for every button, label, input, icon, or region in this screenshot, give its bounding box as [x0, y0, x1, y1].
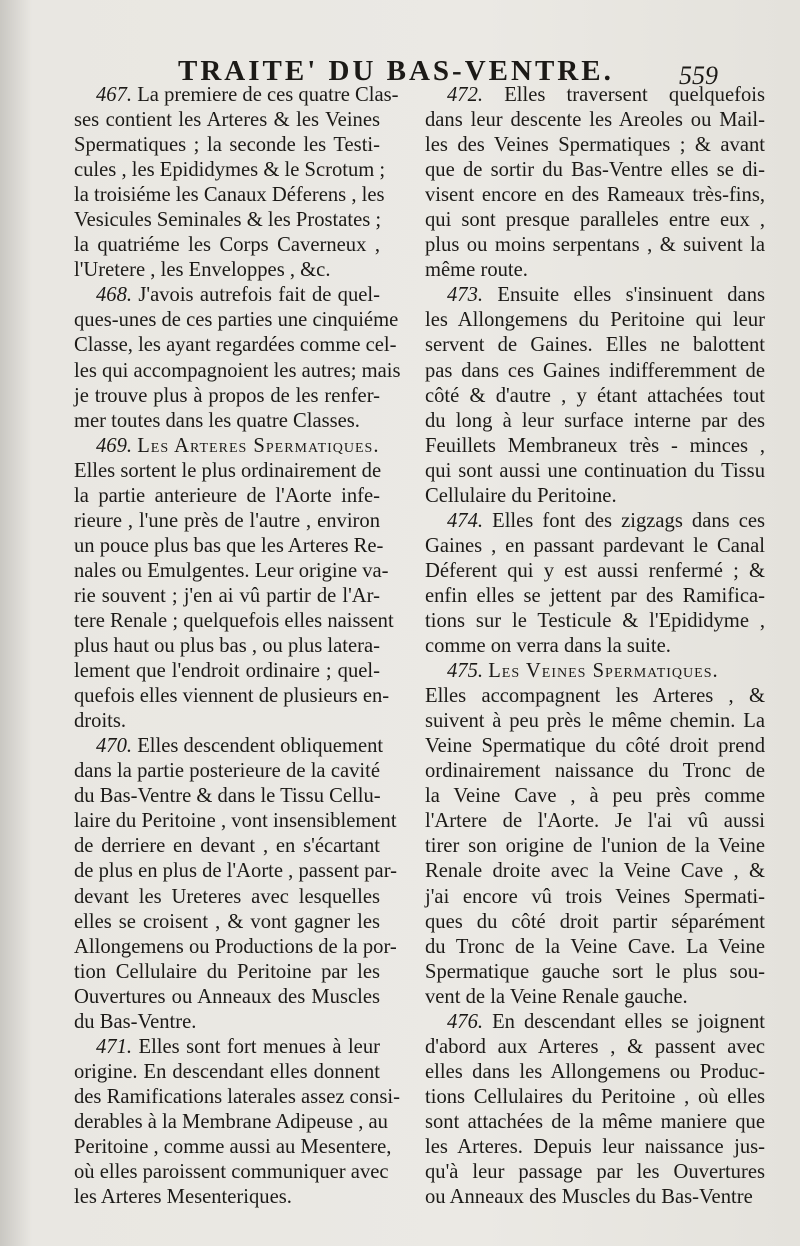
text-line: plus ou moins serpentans , & suivent la [425, 234, 765, 257]
paragraph-number: 476. [447, 1010, 484, 1033]
text-line [52, 734, 384, 759]
line-text: Elles traversent quelquefois [504, 84, 765, 106]
paragraph [52, 734, 397, 1035]
text-line: lement que l'endroit ordinaire ; quel- [74, 660, 380, 683]
text-line: les qui accompagnoient les autres; mais [74, 359, 401, 382]
text-line: Classe, les ayant regardées comme cel- [74, 334, 397, 357]
text-line: Déferent qui y est aussi renfermé ; & [425, 559, 765, 582]
text-line: visent encore en des Rameaux très-fins, [425, 184, 765, 207]
line-text: Elles descendent obliquement [137, 735, 384, 758]
paragraph-number: 471. [96, 1035, 133, 1058]
text-line: laire du Peritoine , vont insensiblement [74, 810, 397, 833]
text-line: Gaines , en passant pardevant le Canal [425, 534, 765, 557]
right-column [403, 83, 765, 1210]
text-line: des Ramifications laterales assez consi- [74, 1085, 400, 1108]
text-line: elles se croisent , & vont gagner les [74, 910, 380, 933]
text-line: droits. [74, 710, 127, 733]
line-text: Elles sont fort menues à leur [138, 1035, 380, 1058]
text-line: enfin elles se jettent par des Ramifica- [425, 584, 765, 607]
text-line: comme on verra dans la suite. [425, 635, 671, 658]
text-line: derables à la Membrane Adipeuse , au [74, 1110, 388, 1133]
text-line: pas dans ces Gaines indifferemment de [425, 359, 765, 382]
text-line: côté & d'autre , y étant attachées tout [425, 384, 765, 407]
text-line: Vesicules Seminales & les Prostates ; [74, 209, 382, 232]
text-line [52, 83, 399, 108]
paragraph-number: 468. [96, 284, 133, 307]
text-line: je trouve plus à propos de les renfer- [74, 384, 380, 407]
text-line: elles dans les Allongemens ou Produc- [425, 1060, 765, 1083]
paragraph [403, 283, 765, 508]
text-line [403, 83, 765, 108]
text-line: ordinairement naissance du Tronc de [425, 760, 765, 783]
text-line: ques-unes de ces parties une cinquiéme [74, 309, 399, 332]
section-heading: Les Arteres Spermatiques. [137, 434, 380, 457]
text-line: qui sont aussi une continuation du Tissu [425, 459, 765, 482]
paragraph-number: 467. [96, 84, 133, 106]
text-line [403, 1010, 765, 1035]
text-line: rie souvent ; j'en ai vû partir de l'Ar- [74, 584, 380, 607]
paragraph [52, 83, 399, 283]
text-line [52, 283, 380, 308]
text-line: Cellulaire du Peritoine. [425, 484, 617, 507]
line-text: En descendant elles se joignent [492, 1010, 765, 1033]
text-line: quefois elles viennent de plusieurs en- [74, 685, 390, 708]
text-line: la partie anterieure de l'Aorte infe- [74, 484, 380, 507]
paragraph-number: 472. [447, 84, 484, 106]
paragraph-number: 475. [447, 660, 484, 683]
text-line: la troisiéme les Canaux Déferens , les [74, 184, 385, 207]
text-line: origine. En descendant elles donnent [74, 1060, 380, 1083]
running-title: TRAITE' DU BAS-VENTRE. [178, 55, 614, 87]
text-line: rieure , l'une près de l'autre , environ [74, 509, 380, 532]
text-line: tions Cellulaires du Peritoine , où elles [425, 1085, 765, 1108]
text-line: j'ai encore vû trois Veines Spermati- [425, 885, 765, 908]
text-line: ques du côté droit partir séparément [425, 910, 765, 933]
text-line: nales ou Emulgentes. Leur origine va- [74, 559, 389, 582]
paragraph-number: 470. [96, 735, 133, 758]
text-line: Veine Spermatique du côté droit prend [425, 735, 765, 758]
text-line: tere Renale ; quelquefois elles naissent [74, 609, 394, 632]
paragraph [52, 283, 401, 433]
text-line: mer toutes dans les quatre Classes. [74, 409, 360, 432]
text-line: Spermatique gauche sort le plus sou- [425, 960, 765, 983]
text-line: ses contient les Arteres & les Veines [74, 109, 380, 132]
page-number: 559 [679, 61, 718, 90]
text-line: la quatriéme les Corps Caverneux , [74, 234, 380, 257]
text-line: même route. [425, 259, 528, 282]
left-column [52, 83, 401, 1210]
paragraph [52, 434, 394, 735]
text-line: Allongemens ou Productions de la por- [74, 935, 397, 958]
text-line: Peritoine , comme aussi au Mesentere, [74, 1135, 392, 1158]
text-line: du Bas-Ventre & dans le Tissu Cellu- [74, 785, 381, 808]
text-line: du Tronc de la Veine Cave. La Veine [425, 935, 765, 958]
text-line: du long à leur surface interne par des [425, 409, 765, 432]
text-line: suivent à peu près le même chemin. La [425, 710, 765, 733]
line-text: Elles font des zigzags dans ces [492, 509, 765, 532]
paragraph [403, 659, 765, 1010]
section-heading: Les Veines Spermatiques. [488, 660, 719, 683]
text-line: Spermatiques ; la seconde les Testi- [74, 134, 380, 157]
text-line: tions sur le Testicule & l'Epididyme , [425, 609, 765, 632]
line-text: J'avois autrefois fait de quel- [138, 284, 381, 307]
text-line: l'Uretere , les Enveloppes , &c. [74, 259, 331, 282]
text-line [403, 509, 765, 534]
text-line: tirer son origine de l'union de la Veine [425, 835, 765, 858]
line-text: Ensuite elles s'insinuent dans [497, 284, 766, 307]
text-line: les des Veines Spermatiques ; & avant [425, 134, 765, 157]
text-line: de plus en plus de l'Aorte , passent par- [74, 860, 397, 883]
line-text: La premiere de ces quatre Clas- [137, 84, 399, 106]
text-line [403, 659, 765, 684]
text-line: plus haut ou plus bas , ou plus latera- [74, 635, 381, 658]
paragraph-number: 474. [447, 509, 484, 532]
text-line: devant les Ureteres avec lesquelles [74, 885, 380, 908]
text-line [52, 1035, 380, 1060]
text-line: ou Anneaux des Muscles du Bas-Ventre [425, 1186, 753, 1209]
text-line: Feuillets Membraneux très - minces , [425, 434, 765, 457]
text-line: servent de Gaines. Elles ne balottent [425, 334, 765, 357]
text-line: sont attachées de la même maniere que [425, 1110, 765, 1133]
text-line: que de sortir du Bas-Ventre elles se di- [425, 159, 765, 182]
paragraph-number: 473. [447, 284, 484, 307]
text-line [52, 434, 380, 459]
text-line: dans leur descente les Areoles ou Mail- [425, 109, 765, 132]
paragraph [403, 83, 765, 283]
text-line: les Allongemens du Peritoine qui leur [425, 309, 765, 332]
text-line: où elles paroissent communiquer avec [74, 1161, 389, 1184]
text-line: Ouvertures ou Anneaux des Muscles [74, 985, 380, 1008]
text-line: dans la partie posterieure de la cavité [74, 760, 380, 783]
text-line: du Bas-Ventre. [74, 1010, 197, 1033]
text-line: un pouce plus bas que les Arteres Re- [74, 534, 384, 557]
text-line: les Arteres Mesenteriques. [74, 1186, 292, 1209]
text-line: cules , les Epididymes & le Scrotum ; [74, 159, 386, 182]
text-line: d'abord aux Arteres , & passent avec [425, 1035, 765, 1058]
text-line: Elles accompagnent les Arteres , & [425, 685, 765, 708]
text-line: la Veine Cave , à peu près comme [425, 785, 765, 808]
text-line: les Arteres. Depuis leur naissance jus- [425, 1135, 765, 1158]
text-line: Elles sortent le plus ordinairement de [74, 459, 382, 482]
text-line: Renale droite avec la Veine Cave , & [425, 860, 765, 883]
text-line: de derriere en devant , en s'écartant [74, 835, 380, 858]
paragraph [52, 1035, 400, 1210]
text-line: tion Cellulaire du Peritoine par les [74, 960, 380, 983]
text-line: vent de la Veine Renale gauche. [425, 985, 688, 1008]
paragraph [403, 509, 765, 659]
text-line: qui sont presque paralleles entre eux , [425, 209, 765, 232]
paragraph [403, 1010, 765, 1210]
text-line: qu'à leur passage par les Ouvertures [425, 1161, 765, 1184]
text-line [403, 283, 765, 308]
text-line: l'Artere de l'Aorte. Je l'ai vû aussi [425, 810, 765, 833]
paragraph-number: 469. [96, 434, 133, 457]
